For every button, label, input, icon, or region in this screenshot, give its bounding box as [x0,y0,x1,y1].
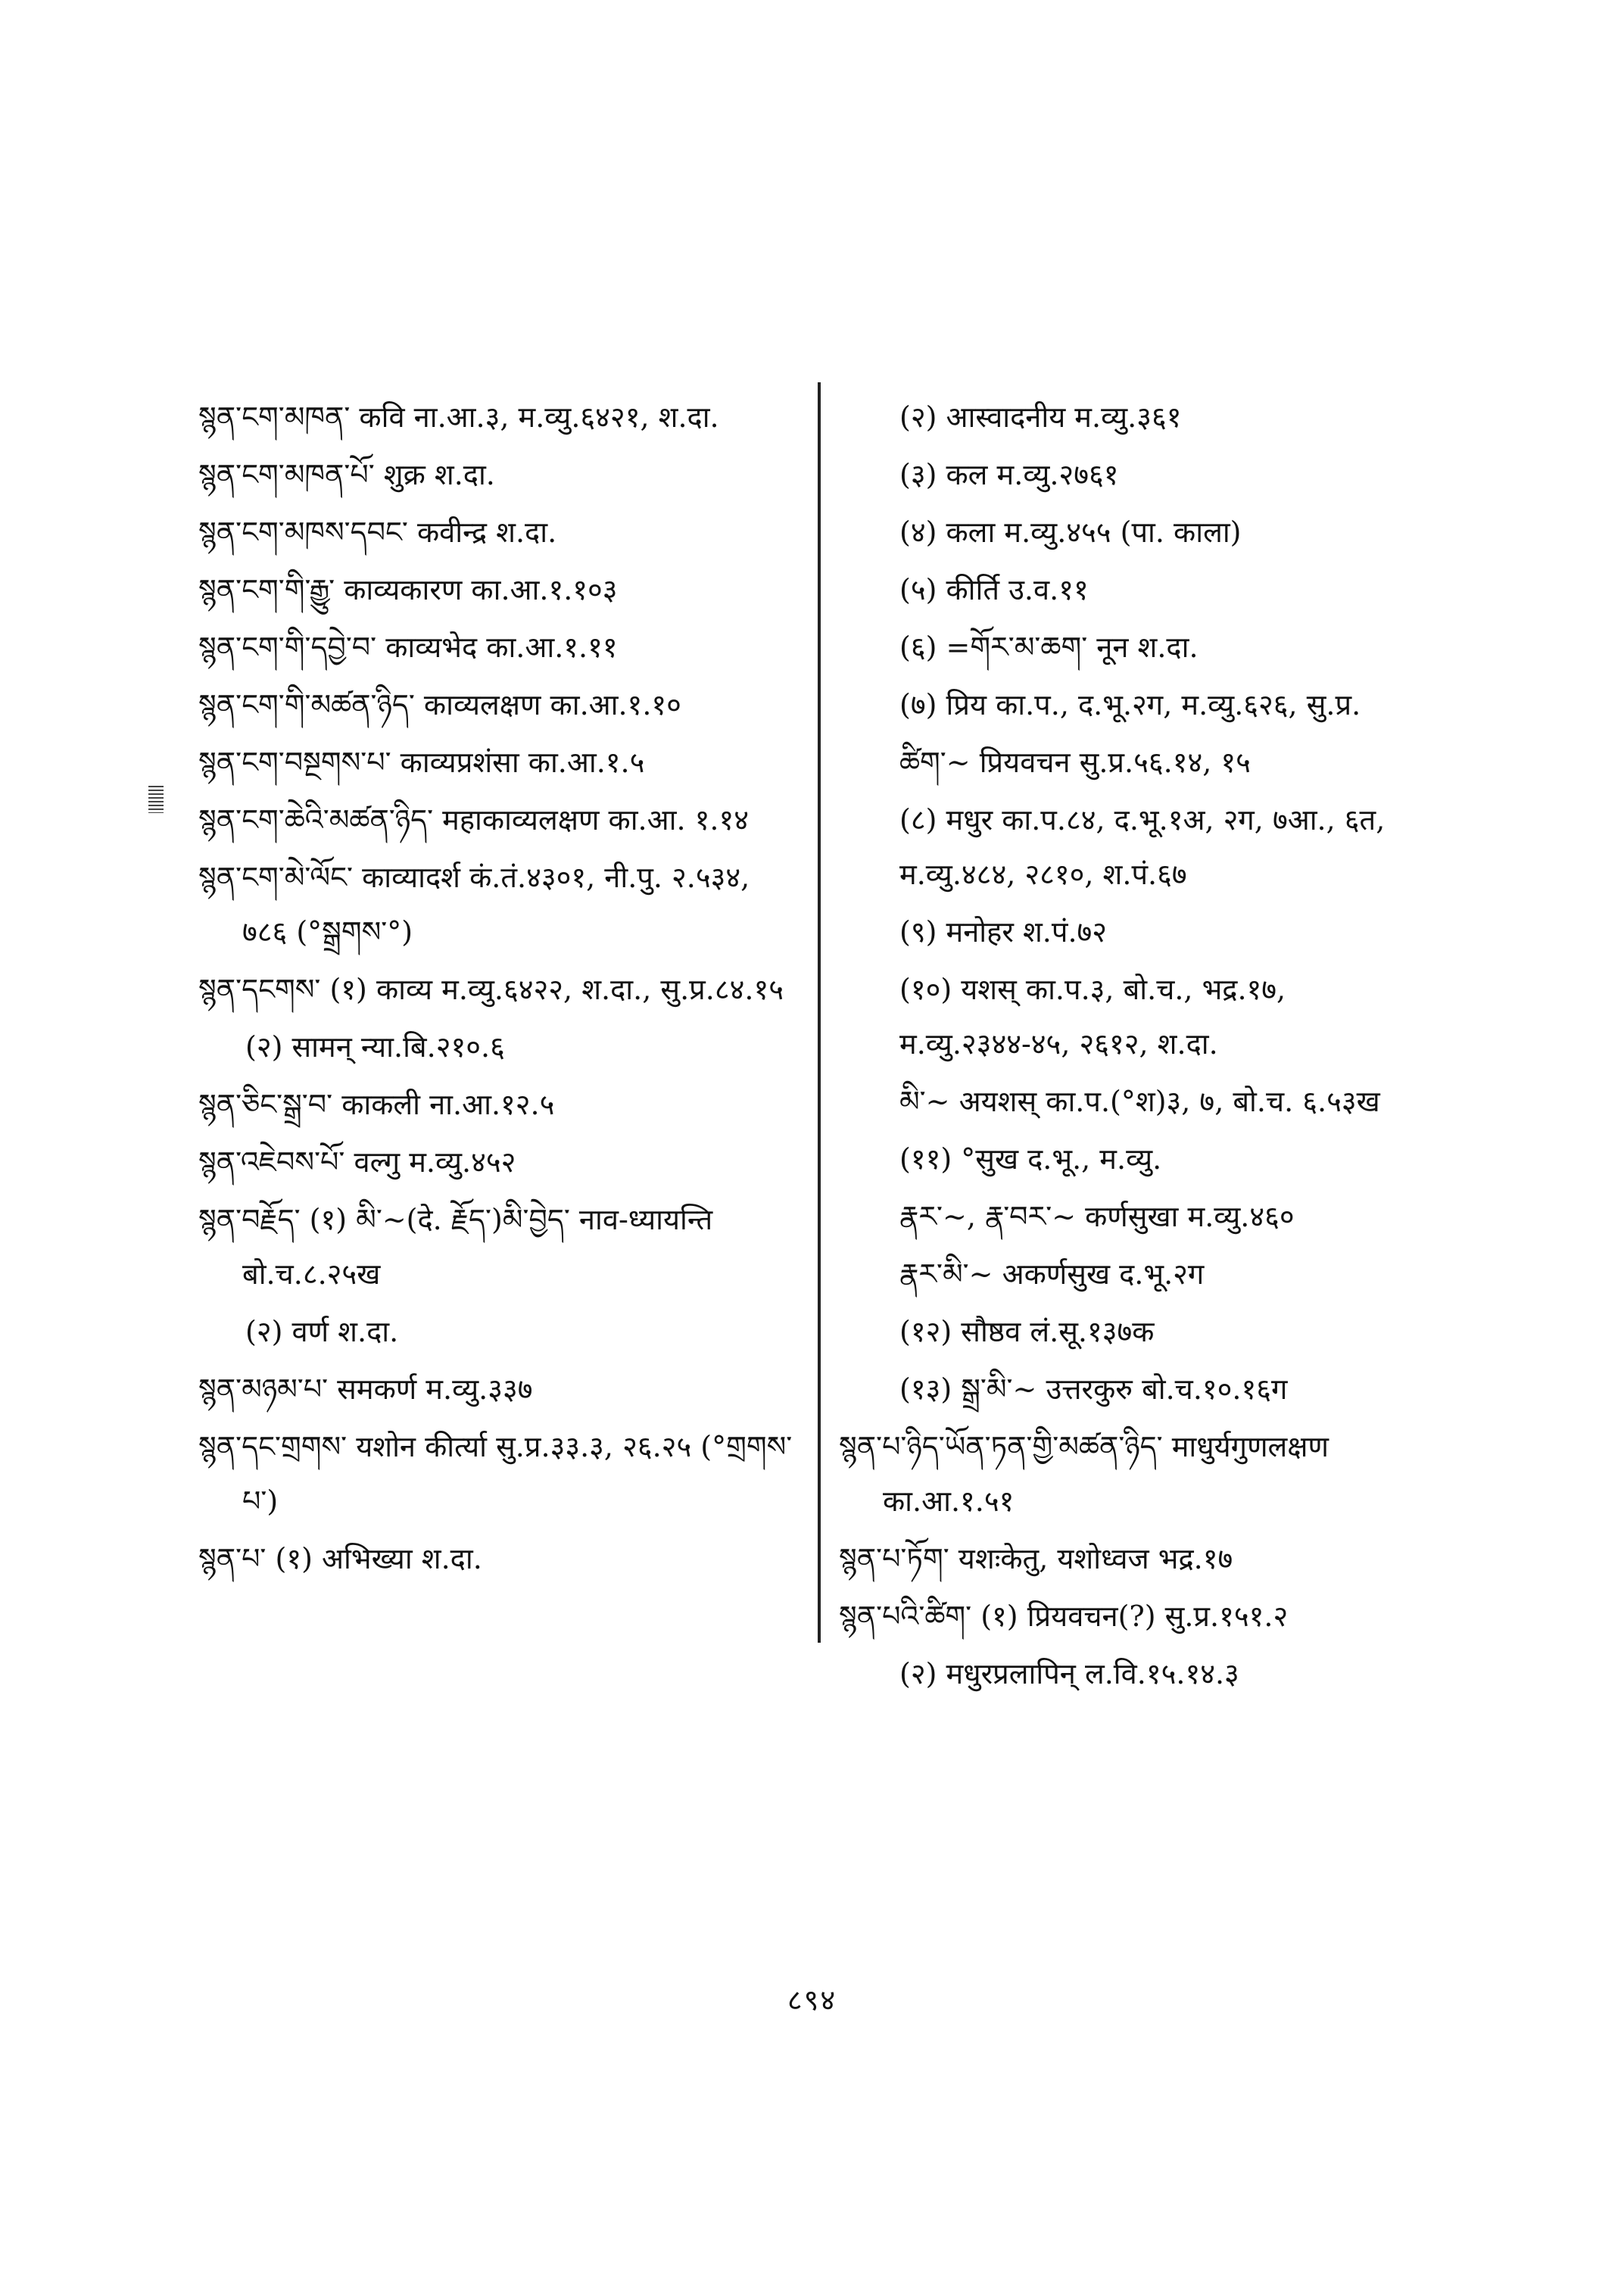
sub-entry: (२) वर्ण श.दा. [245,1315,399,1348]
entry: སྙན་ངག་མཁས་དབང་ कवीन्द्र श.दा. [198,516,557,549]
sub-entry: རྣར་~, རྣ་བར་~ कर्णसुखा म.व्यु.४६० [899,1200,1295,1233]
sub-entry: (९) मनोहर श.पं.७२ [899,915,1108,949]
entry: སྙན་པ་ཉིད་ཡོན་ཏན་གྱི་མཚན་ཉིད་ माधुर्यगुणलक्षण का.आ.१.५१ [839,1430,1329,1518]
right-column [839,390,1437,1704]
entry: སྙན་དངགས་ (१) काव्य म.व्यु.६४२२, श.दा., सु.प्र.८४.१५ [198,973,784,1006]
sub-entry: ཚིག་~ प्रियवचन सु.प्र.५६.१४, १५ [899,746,1251,779]
entry: སྙན་བརྗོད་ (१) མི་~(दे. རྗོད་)མི་བྱེད་ नाव-ध्यायन्ति बो.च.८.२५ख [198,1203,713,1291]
sub-entry: (३) कल म.व्यु.२७६१ [899,458,1119,491]
entry: སྙན་པའི་ཚིག་ (१) प्रियवचन(?) सु.प्र.१५१.२ [839,1600,1289,1633]
left-column [198,390,796,1589]
sub-entry: མི་~ अयशस् का.प.(°श)३, ७, बो.च. ६.५३ख [899,1085,1380,1118]
entry: སྙན་ཅིང་སྒྲ་བ་ काकली ना.आ.१२.५ [198,1088,555,1121]
sub-entry: (६) =གོར་མ་ཆག་ नून श.दा. [899,631,1199,664]
sub-entry: (२) आस्वादनीय म.व्यु.३६१ [899,400,1182,434]
entry: སྙན་མཉམ་པ་ समकर्ण म.व्यु.३३७ [198,1372,533,1406]
sub-entry: (२) सामन् न्या.बि.२१०.६ [245,1030,505,1064]
entry: སྙན་ངག་མེ་ལོང་ काव्यादर्श कं.तं.४३०१, नी.पु. २.५३४, ७८६ (°སྒྲགས་°) [198,861,750,949]
sub-entry: (१३) སྒྲ་མི་~ उत्तरकुरु बो.च.१०.१६ग [899,1372,1288,1406]
entry: སྙན་ངག་མཁན་ कवि ना.आ.३, म.व्यु.६४२१, श.दा. [198,400,719,434]
sub-entry: (१२) सौष्ठव लं.सू.१३७क [899,1315,1155,1348]
entry: སྙན་པ་ (१) अभिख्या श.दा. [198,1542,482,1575]
column-divider [818,382,821,1643]
sub-entry: རྣར་མི་~ अकर्णसुख द.भू.२ग [899,1257,1205,1291]
entry: སྙན་ངག་གི་རྒྱུ་ काव्यकारण का.आ.१.१०३ [198,573,618,606]
sub-entry: (७) प्रिय का.प., द.भू.२ग, म.व्यु.६२६, सु.प्र. [899,688,1361,721]
entry: སྙན་འཇེབས་པོ་ वल्गु म.व्यु.४५२ [198,1145,516,1179]
entry: སྙན་ངག་མཁན་པོ་ शुक्र श.दा. [198,458,495,491]
entry: སྙན་པ་ཏོག་ यशःकेतु, यशोध्वज भद्र.१७ [839,1542,1233,1575]
sub-entry: (८) मधुर का.प.८४, द.भू.१अ, २ग, ७आ., ६त, म.व्यु.४८४, २८१०, श.पं.६७ [899,803,1386,891]
entry: སྙན་ངག་ཆེའི་མཚན་ཉིད་ महाकाव्यलक्षण का.आ. १.१४ [198,803,749,837]
sub-entry: (१०) यशस् का.प.३, बो.च., भद्र.१७, म.व्यु.२३४४-४५, २६१२, श.दा. [899,973,1286,1061]
entry: སྙན་དང་གྲགས་ यशोन कीर्त्या सु.प्र.३३.३, २६.२५ (°གྲགས་པ་) [198,1430,793,1518]
sub-entry: (११) °सुख द.भू., म.व्यु. [899,1142,1162,1176]
entry: སྙན་ངག་བསྔགས་པ་ काव्यप्रशंसा का.आ.१.५ [198,746,645,779]
page-number: ८९४ [787,1983,837,2017]
entry: སྙན་ངག་གི་དབྱེ་བ་ काव्यभेद का.आ.१.११ [198,631,618,664]
sub-entry: (४) कला म.व्यु.४५५ (पा. काला) [899,516,1242,549]
sub-entry: (२) मधुरप्रलापिन् ल.वि.१५.१४.३ [899,1657,1239,1690]
sub-entry: (५) कीर्ति उ.व.११ [899,573,1089,606]
entry: སྙན་ངག་གི་མཚན་ཉིད་ काव्यलक्षण का.आ.१.१० [198,688,681,721]
margin-mark [148,786,164,813]
